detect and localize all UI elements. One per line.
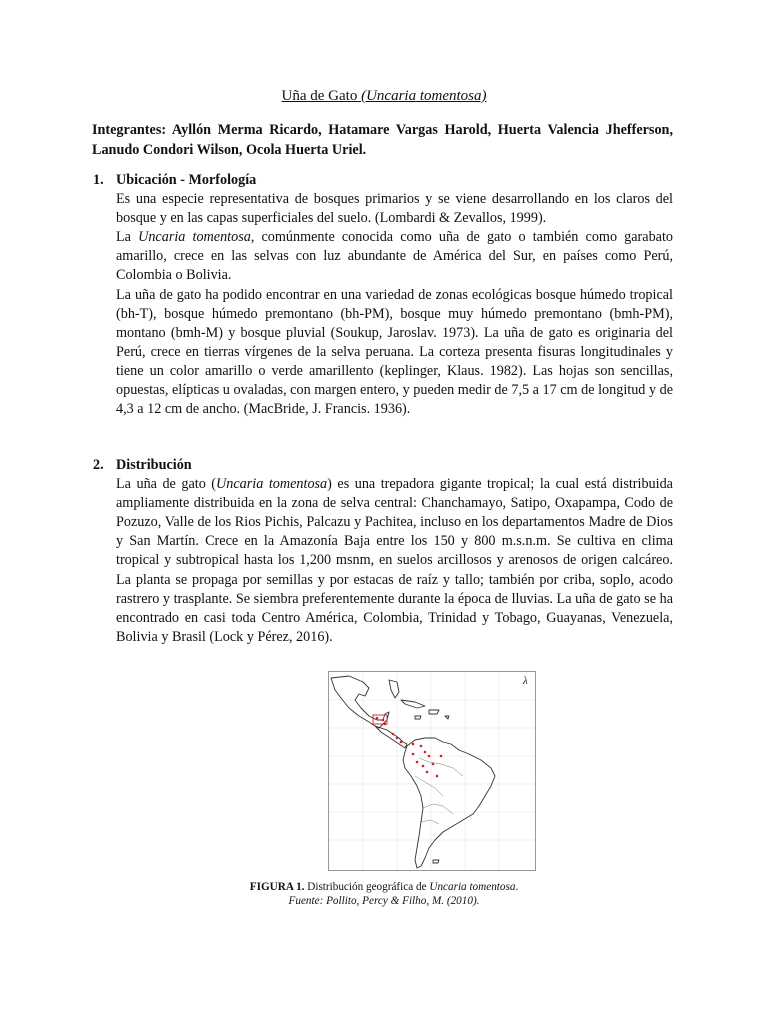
occurrence-point [400,741,403,744]
figure-source [140,894,628,908]
paragraph [116,228,673,285]
occurrence-point [440,755,443,758]
occurrence-point [416,761,419,764]
text-run: ) es una trepadora gigante tropical; la cual está distribuida ampliamente distribuida en la zona de selva central: Chanchamayo, Satipo, Oxapampa, Codo de Pozuzo, Valle de los Rios Pichis, Palcazu y Pachitea, incluso en los departamentos Madre de Dios y San Martín. Crece en la Amazonía Baja entre los 150 y 800 m.s.n.m. Se cultiva en clima tropical y subtropical hasta los 1,200 msnm, en suelos arcillosos y arenosos de origen calcáreo. La planta se propaga por semillas y por estacas de raíz y tallo; también por criba, soplo, acodo rastrero y trasplante. Se siembra preferentemente durante la época de lluvias. La uña de gato se ha encontrado en casi toda Centro América, Colombia, Trinidad y Tobago, Guayanas, Venezuela, Bolivia y Brasil (Lock y Pérez, 2016). [116,476,673,645]
figure-caption [140,880,628,894]
occurrence-point [376,717,379,720]
section-distribucion [93,456,673,647]
figure-label: FIGURA 1. [249,881,305,893]
section-number: 2. [93,457,104,473]
occurrence-point [422,765,425,768]
occurrence-point [412,743,415,746]
species-name: Uncaria tomentosa [216,476,328,493]
text-run: La [116,229,139,246]
section-title: Ubicación - Morfología [116,172,257,188]
members-paragraph [92,120,673,160]
title-plain: Uña de Gato [281,88,362,104]
source-text: Fuente: Pollito, Percy & Filho, M. (2010). [288,895,480,907]
section-title: Distribución [116,457,192,473]
paragraph: La uña de gato ha podido encontrar en una variedad de zonas ecológicas bosque húmedo tropical (bh-T), bosque húmedo premontano (bh-PM), bosque muy húmedo premontano (bmh-PM), montano (bmh-M) y bosque pluvial (Soukup, Jaroslav. 1973). La uña de gato es originaria del Perú, crece en tierras vírgenes de la selva peruana. La corteza presenta fisuras longitudinales y tiene un color amarillo o verde amarillento (keplinger, Klaus. 1982). Las hojas son sencillas, opuestas, elípticas u ovaladas, con margen entero, y pueden medir de 7,5 a 17 cm de longitud y de 4,3 a 12 cm de ancho. (MacBride, J. Francis. 1936). [116,286,673,418]
occurrence-point [426,771,429,774]
occurrence-point [382,719,385,722]
north-arrow-label: λ [523,675,528,687]
members-label: Integrantes: [92,122,167,138]
species-name: Uncaria tomentosa [138,229,251,246]
paragraph: Es una especie representativa de bosques primarios y se viene desarrollando en los claros del bosque y en las capas superficiales del suelo. (Lombardi & Zevallos, 1999). [116,191,673,227]
text-run: , comúnmente conocida como uña de gato o también como garabato amarillo, crece en las selvas con luz abundante de América del Sur, en países como Perú, Colombia o Bolivia. [116,229,673,284]
paragraph [116,475,673,647]
occurrence-point [396,737,399,740]
occurrence-point [384,723,387,726]
section-number: 1. [93,172,104,188]
document-title [0,88,768,105]
occurrence-point [432,763,435,766]
section-heading [93,456,673,475]
caption-end: . [515,881,519,893]
section-ubicacion [93,171,673,419]
occurrence-point [412,753,415,756]
occurrence-point [392,733,395,736]
map-graphic [329,672,535,870]
occurrence-markers [373,715,442,777]
caption-text: Distribución geográfica de [304,881,430,893]
caption-species: Uncaria tomentosa [429,881,516,893]
occurrence-point [428,755,431,758]
occurrence-point [420,745,423,748]
distribution-map [328,671,536,871]
section-heading [93,171,673,190]
title-species: (Uncaria tomentosa) [361,88,487,104]
text-run: La uña de gato ( [116,476,217,493]
occurrence-point [424,751,427,754]
occurrence-point [436,775,439,778]
members-list: Ayllón Merma Ricardo, Hatamare Vargas Harold, Huerta Valencia Jhefferson, Lanudo Condori Wilson, Ocola Huerta Uriel. [92,122,673,158]
